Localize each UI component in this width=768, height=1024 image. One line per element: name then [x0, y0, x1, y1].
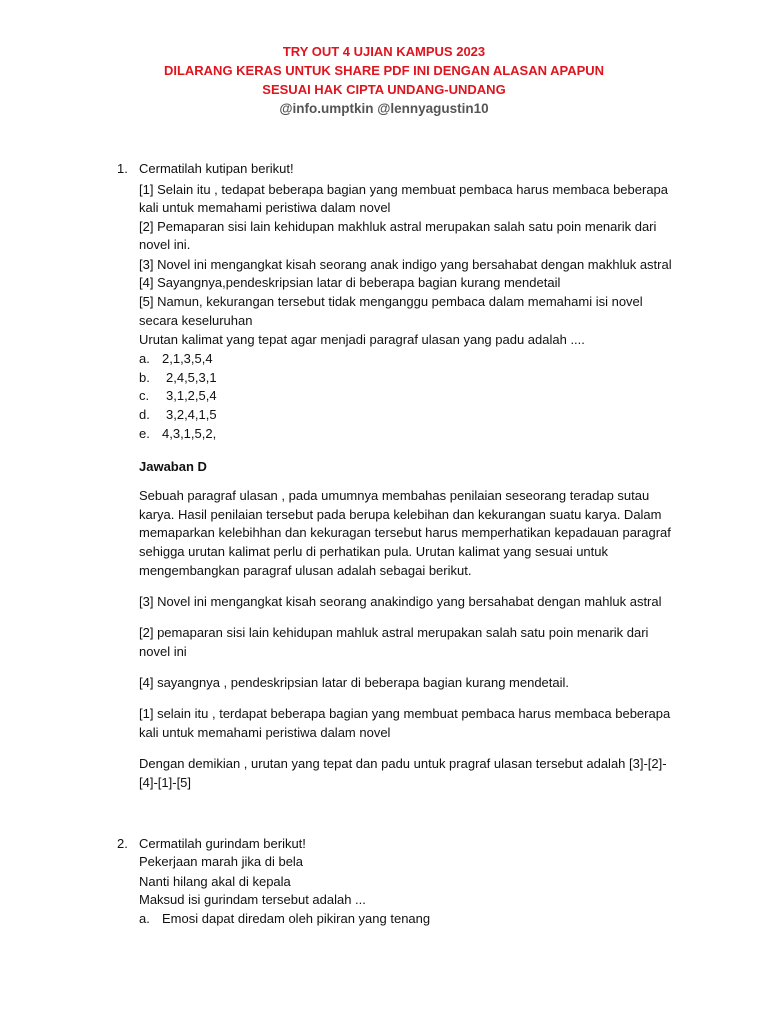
question-1-line: [2] Pemaparan sisi lain kehidupan makhluk astral merupakan salah satu poin menarik dari: [139, 219, 657, 234]
option-letter: b.: [139, 370, 150, 385]
explanation-line: karya. Hasil penilaian tersebut pada berupa kelebihan dan kekurangan suatu karya. Dalam: [139, 507, 662, 522]
question-2-line: Pekerjaan marah jika di bela: [139, 854, 304, 869]
header-title: TRY OUT 4 UJIAN KAMPUS 2023: [282, 44, 486, 59]
ordered-sentence: novel ini: [139, 644, 187, 659]
explanation-line: mengembangkan paragraf ulusan adalah sebagai berikut.: [139, 563, 472, 578]
question-1-line: [4] Sayangnya,pendeskripsian latar di beberapa bagian kurang mendetail: [139, 275, 561, 290]
question-1-line: secara keseluruhan: [139, 313, 253, 328]
header-warning: DILARANG KERAS UNTUK SHARE PDF INI DENGAN ALASAN APAPUN: [163, 63, 605, 78]
option-value: 2,1,3,5,4: [162, 351, 213, 366]
question-1-line: Cermatilah kutipan berikut!: [139, 161, 294, 176]
question-1-prompt: Urutan kalimat yang tepat agar menjadi paragraf ulasan yang padu adalah ....: [139, 332, 585, 347]
header-social-handles: @info.umptkin @lennyagustin10: [279, 101, 489, 116]
question-2-number: 2.: [117, 836, 128, 851]
option-value: 3,1,2,5,4: [166, 388, 217, 403]
question-2-line: Nanti hilang akal di kepala: [139, 874, 291, 889]
document-header: [0, 42, 768, 118]
question-1-line: [1] Selain itu , tedapat beberapa bagian yang membuat pembaca harus membaca beberapa: [139, 182, 669, 197]
question-1-number: 1.: [117, 161, 128, 176]
question-2-line: Cermatilah gurindam berikut!: [139, 836, 306, 851]
option-letter: a.: [139, 351, 150, 366]
option-letter: c.: [139, 388, 150, 403]
option-letter: e.: [139, 426, 150, 441]
option-value: Emosi dapat diredam oleh pikiran yang tenang: [162, 911, 431, 926]
option-value: 2,4,5,3,1: [166, 370, 217, 385]
ordered-sentence: [4] sayangnya , pendeskripsian latar di beberapa bagian kurang mendetail.: [139, 675, 570, 690]
option-value: 4,3,1,5,2,: [162, 426, 217, 441]
explanation-line: memaparkan kelebihhan dan kekuragan tersebut harus memperhatikan kepadauan paragraf: [139, 525, 671, 540]
ordered-sentence: [2] pemaparan sisi lain kehidupan mahluk astral merupakan salah satu poin menarik dari: [139, 625, 649, 640]
option-letter: a.: [139, 911, 150, 926]
explanation-line: sehigga urutan kalimat perlu di perhatikan pula. Urutan kalimat yang sesuai untuk: [139, 544, 608, 559]
question-1-line: [5] Namun, kekurangan tersebut tidak menganggu pembaca dalam memahami isi novel: [139, 294, 643, 309]
question-2-prompt: Maksud isi gurindam tersebut adalah ...: [139, 892, 366, 907]
explanation-line: Sebuah paragraf ulasan , pada umumnya membahas penilaian seseorang teradap sutau: [139, 488, 650, 503]
conclusion-line: [4]-[1]-[5]: [139, 775, 192, 790]
option-letter: d.: [139, 407, 150, 422]
ordered-sentence: kali untuk memahami peristiwa dalam novel: [139, 725, 391, 740]
question-1-line: kali untuk memahami peristiwa dalam novel: [139, 200, 391, 215]
ordered-sentence: [1] selain itu , terdapat beberapa bagian yang membuat pembaca harus membaca beberapa: [139, 706, 671, 721]
header-copyright: SESUAI HAK CIPTA UNDANG-UNDANG: [262, 82, 506, 97]
question-1-line: [3] Novel ini mengangkat kisah seorang anak indigo yang bersahabat dengan makhluk astral: [139, 257, 672, 272]
answer-label: Jawaban D: [139, 459, 207, 474]
option-value: 3,2,4,1,5: [166, 407, 217, 422]
question-1-line: novel ini.: [139, 237, 191, 252]
ordered-sentence: [3] Novel ini mengangkat kisah seorang anakindigo yang bersahabat dengan mahluk astral: [139, 594, 662, 609]
conclusion-line: Dengan demikian , urutan yang tepat dan padu untuk pragraf ulasan tersebut adalah [3]-[2]-: [139, 756, 667, 771]
